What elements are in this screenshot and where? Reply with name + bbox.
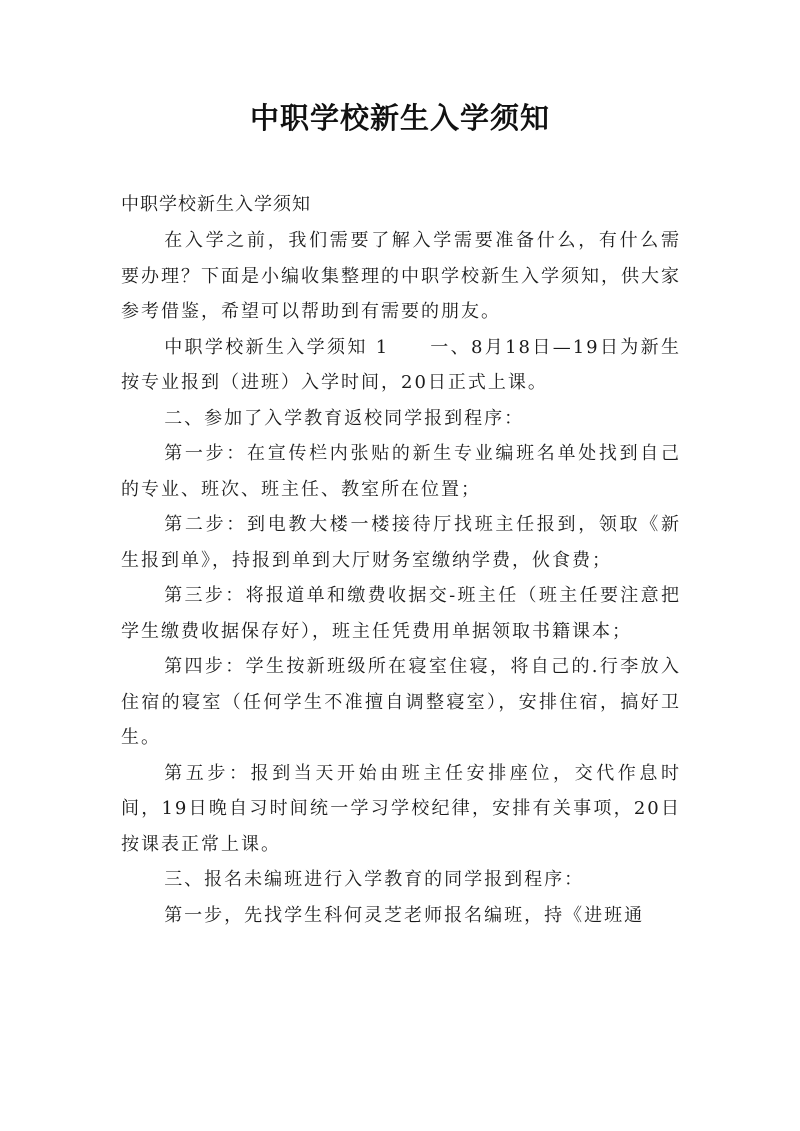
- paragraph-section-3-step-1: 第一步，先找学生科何灵芝老师报名编班，持《进班通: [164, 904, 645, 926]
- paragraph-intro: 在入学之前，我们需要了解入学需要准备什么，有什么需要办理？下面是小编收集整理的中职学校新生入学须知，供大家参考借鉴，希望可以帮助到有需要的朋友。: [121, 230, 681, 322]
- paragraph-item-1: 中职学校新生入学须知 1 一、8月18日—19日为新生按专业报到（进班）入学时间，20日正式上课。: [121, 336, 681, 393]
- paragraph-step-2: 第二步：到电教大楼一楼接待厅找班主任报到，领取《新生报到单》，持报到单到大厅财务室缴纳学费，伙食费；: [121, 514, 681, 571]
- paragraph-step-5: 第五步：报到当天开始由班主任安排座位，交代作息时间，19日晚自习时间统一学习学校纪律，安排有关事项，20日按课表正常上课。: [121, 762, 681, 855]
- document-body: [121, 187, 681, 933]
- document-title: 中职学校新生入学须知: [249, 101, 550, 135]
- paragraph-step-4: 第四步：学生按新班级所在寝室住寝，将自己的.行李放入住宿的寝室（任何学生不准擅自调整寝室），安排住宿，搞好卫生。: [121, 656, 681, 748]
- paragraph-section-2: 二、参加了入学教育返校同学报到程序：: [164, 407, 525, 429]
- paragraph-section-3: 三、报名未编班进行入学教育的同学报到程序：: [164, 869, 585, 890]
- paragraph-step-1: 第一步：在宣传栏内张贴的新生专业编班名单处找到自己的专业、班次、班主任、教室所在位置；: [121, 443, 681, 500]
- document-subtitle: 中职学校新生入学须知: [121, 194, 311, 215]
- paragraph-step-3: 第三步：将报道单和缴费收据交-班主任（班主任要注意把学生缴费收据保存好），班主任凭费用单据领取书籍课本；: [121, 585, 681, 642]
